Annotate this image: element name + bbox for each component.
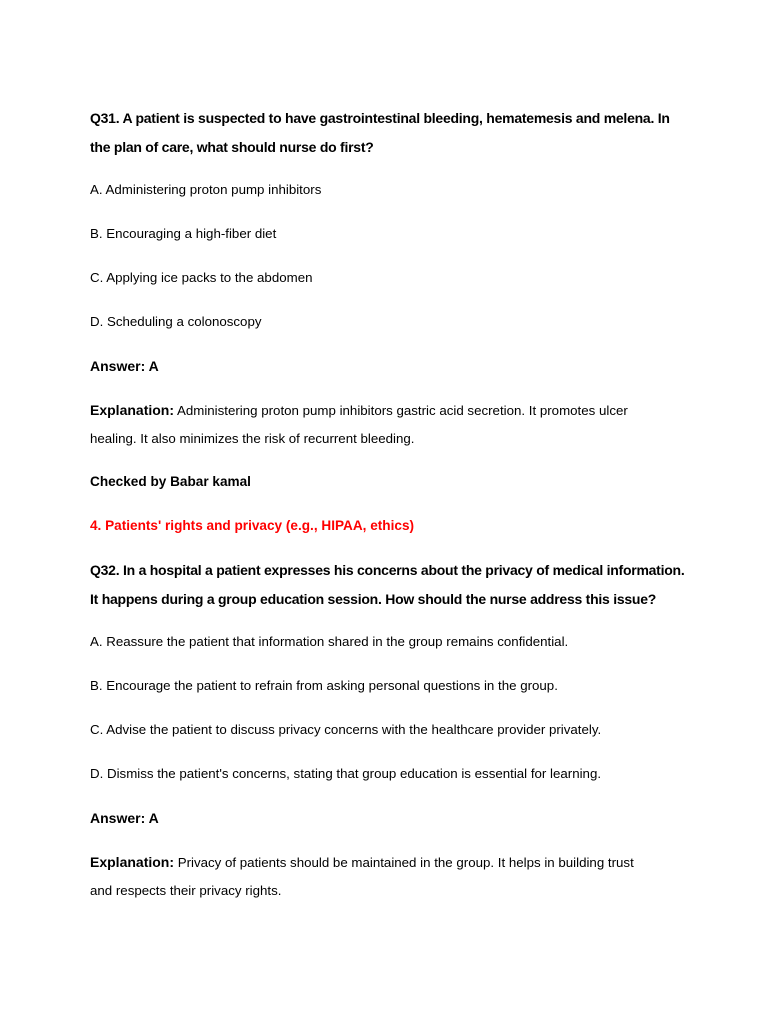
q31-option-d: D. Scheduling a colonoscopy	[90, 314, 262, 329]
q31-question-line-1: Q31. A patient is suspected to have gastrointestinal bleeding, hematemesis and melena. In	[90, 110, 670, 126]
q32-question-line-1: Q32. In a hospital a patient expresses his concerns about the privacy of medical information.	[90, 562, 685, 578]
q32-answer: Answer: A	[90, 810, 159, 826]
q31-option-c: C. Applying ice packs to the abdomen	[90, 270, 313, 285]
q32-option-c: C. Advise the patient to discuss privacy concerns with the healthcare provider privately.	[90, 722, 602, 737]
q31-explanation-line-2: healing. It also minimizes the risk of recurrent bleeding.	[90, 431, 415, 446]
q31-explanation-label: Explanation:	[90, 402, 175, 418]
q32-explanation-text: Privacy of patients should be maintained in the group. It helps in building trust	[174, 855, 634, 870]
q32-explanation-line-1	[90, 853, 634, 872]
q32-question-line-2: It happens during a group education session. How should the nurse address this issue?	[90, 591, 657, 607]
checked-by: Checked by Babar kamal	[90, 474, 251, 489]
q32-option-a: A. Reassure the patient that information shared in the group remains confidential.	[90, 634, 569, 649]
q31-explanation-text: Administering proton pump inhibitors gastric acid secretion. It promotes ulcer	[174, 403, 628, 418]
q32-explanation-label: Explanation:	[90, 854, 175, 870]
q32-option-b: B. Encourage the patient to refrain from asking personal questions in the group.	[90, 678, 558, 693]
q31-option-a: A. Administering proton pump inhibitors	[90, 182, 322, 197]
q31-explanation-line-1	[90, 401, 628, 420]
q31-answer: Answer: A	[90, 358, 159, 374]
q31-question-line-2: the plan of care, what should nurse do first?	[90, 139, 374, 155]
q31-option-b: B. Encouraging a high-fiber diet	[90, 226, 277, 241]
q32-option-d: D. Dismiss the patient's concerns, stating that group education is essential for learning.	[90, 766, 602, 781]
section-heading: 4. Patients' rights and privacy (e.g., HIPAA, ethics)	[90, 518, 415, 533]
q32-explanation-line-2: and respects their privacy rights.	[90, 883, 282, 898]
